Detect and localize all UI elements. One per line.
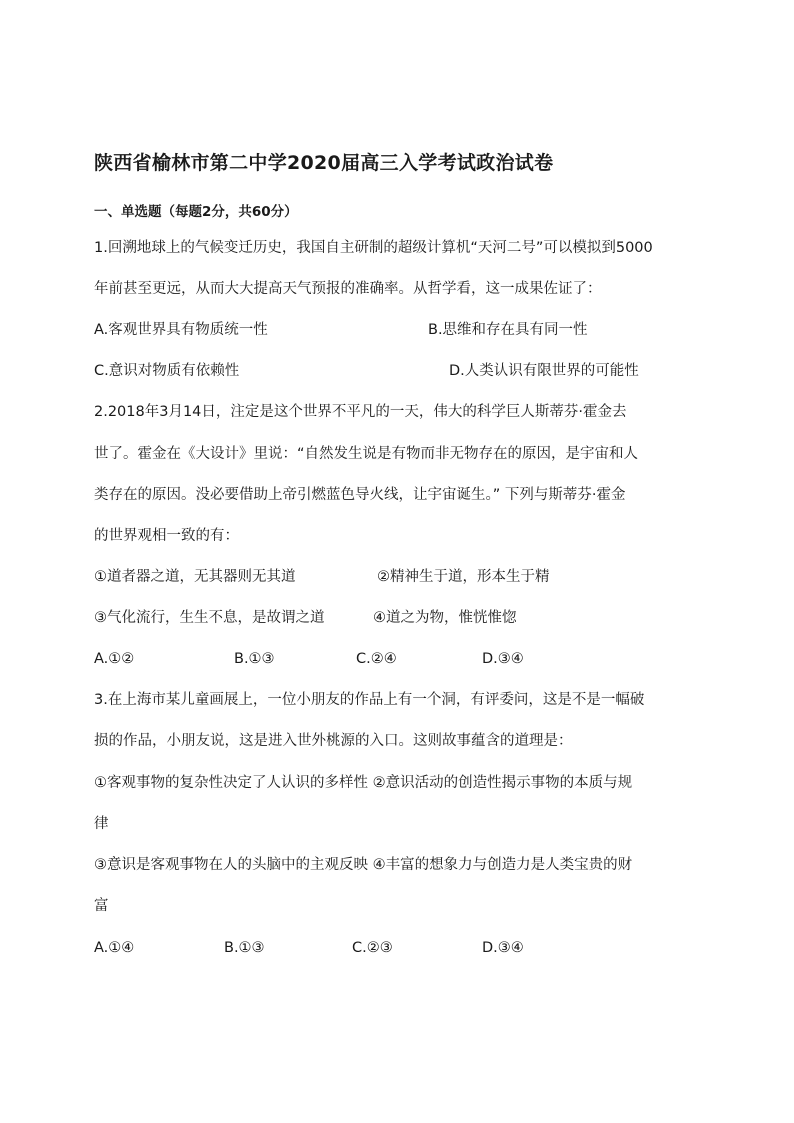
q3-line-1: 3.在上海市某儿童画展上，一位小朋友的作品上有一个洞，有评委问，这是不是一幅破 (94, 692, 645, 708)
q1-option-b: B.思维和存在具有同一性 (428, 322, 588, 338)
q1-option-d: D.人类认识有限世界的可能性 (449, 363, 639, 379)
q2-option-c: C.②④ (356, 651, 397, 667)
q1-option-c: C.意识对物质有依赖性 (94, 363, 240, 379)
page-title: 陕西省榆林市第二中学2020届高三入学考试政治试卷 (94, 152, 554, 174)
q2-line-1: 2.2018年3月14日，注定是这个世界不平凡的一天，伟大的科学巨人斯蒂芬·霍金去 (94, 404, 627, 420)
q2-option-d: D.③④ (482, 651, 524, 667)
q2-option-a: A.①② (94, 651, 135, 667)
q2-item-4: ④道之为物，惟恍惟惚 (373, 610, 517, 626)
q3-item-1b: 律 (94, 816, 109, 832)
q1-option-a: A.客观世界具有物质统一性 (94, 322, 268, 338)
q3-item-1a: ①客观事物的复杂性决定了人认识的多样性 ②意识活动的创造性揭示事物的本质与规 (94, 775, 633, 791)
q2-item-1: ①道者器之道，无其器则无其道 (94, 569, 296, 585)
q2-line-4: 的世界观相一致的有： (94, 528, 239, 544)
q3-option-b: B.①③ (224, 940, 265, 956)
q3-item-2a: ③意识是客观事物在人的头脑中的主观反映 ④丰富的想象力与创造力是人类宝贵的财 (94, 857, 633, 873)
q2-option-b: B.①③ (234, 651, 275, 667)
q1-line-2: 年前甚至更远，从而大大提高天气预报的准确率。从哲学看，这一成果佐证了： (94, 281, 602, 297)
q2-line-3: 类存在的原因。没必要借助上帝引燃蓝色导火线，让宇宙诞生。” 下列与斯蒂芬·霍金 (94, 487, 626, 503)
section-heading: 一、单选题（每题2分，共60分） (94, 204, 298, 220)
q3-option-a: A.①④ (94, 940, 135, 956)
q1-line-1: 1.回溯地球上的气候变迁历史，我国自主研制的超级计算机“天河二号”可以模拟到5000 (94, 240, 653, 256)
q3-line-2: 损的作品，小朋友说，这是进入世外桃源的入口。这则故事蕴含的道理是： (94, 733, 573, 749)
q3-item-2b: 富 (94, 898, 109, 914)
q3-option-d: D.③④ (482, 940, 524, 956)
q2-line-2: 世了。霍金在《大设计》里说：“自然发生说是有物而非无物存在的原因，是宇宙和人 (94, 446, 639, 462)
q2-item-3: ③气化流行，生生不息，是故谓之道 (94, 610, 325, 626)
q3-option-c: C.②③ (352, 940, 393, 956)
q2-item-2: ②精神生于道，形本生于精 (377, 569, 550, 585)
